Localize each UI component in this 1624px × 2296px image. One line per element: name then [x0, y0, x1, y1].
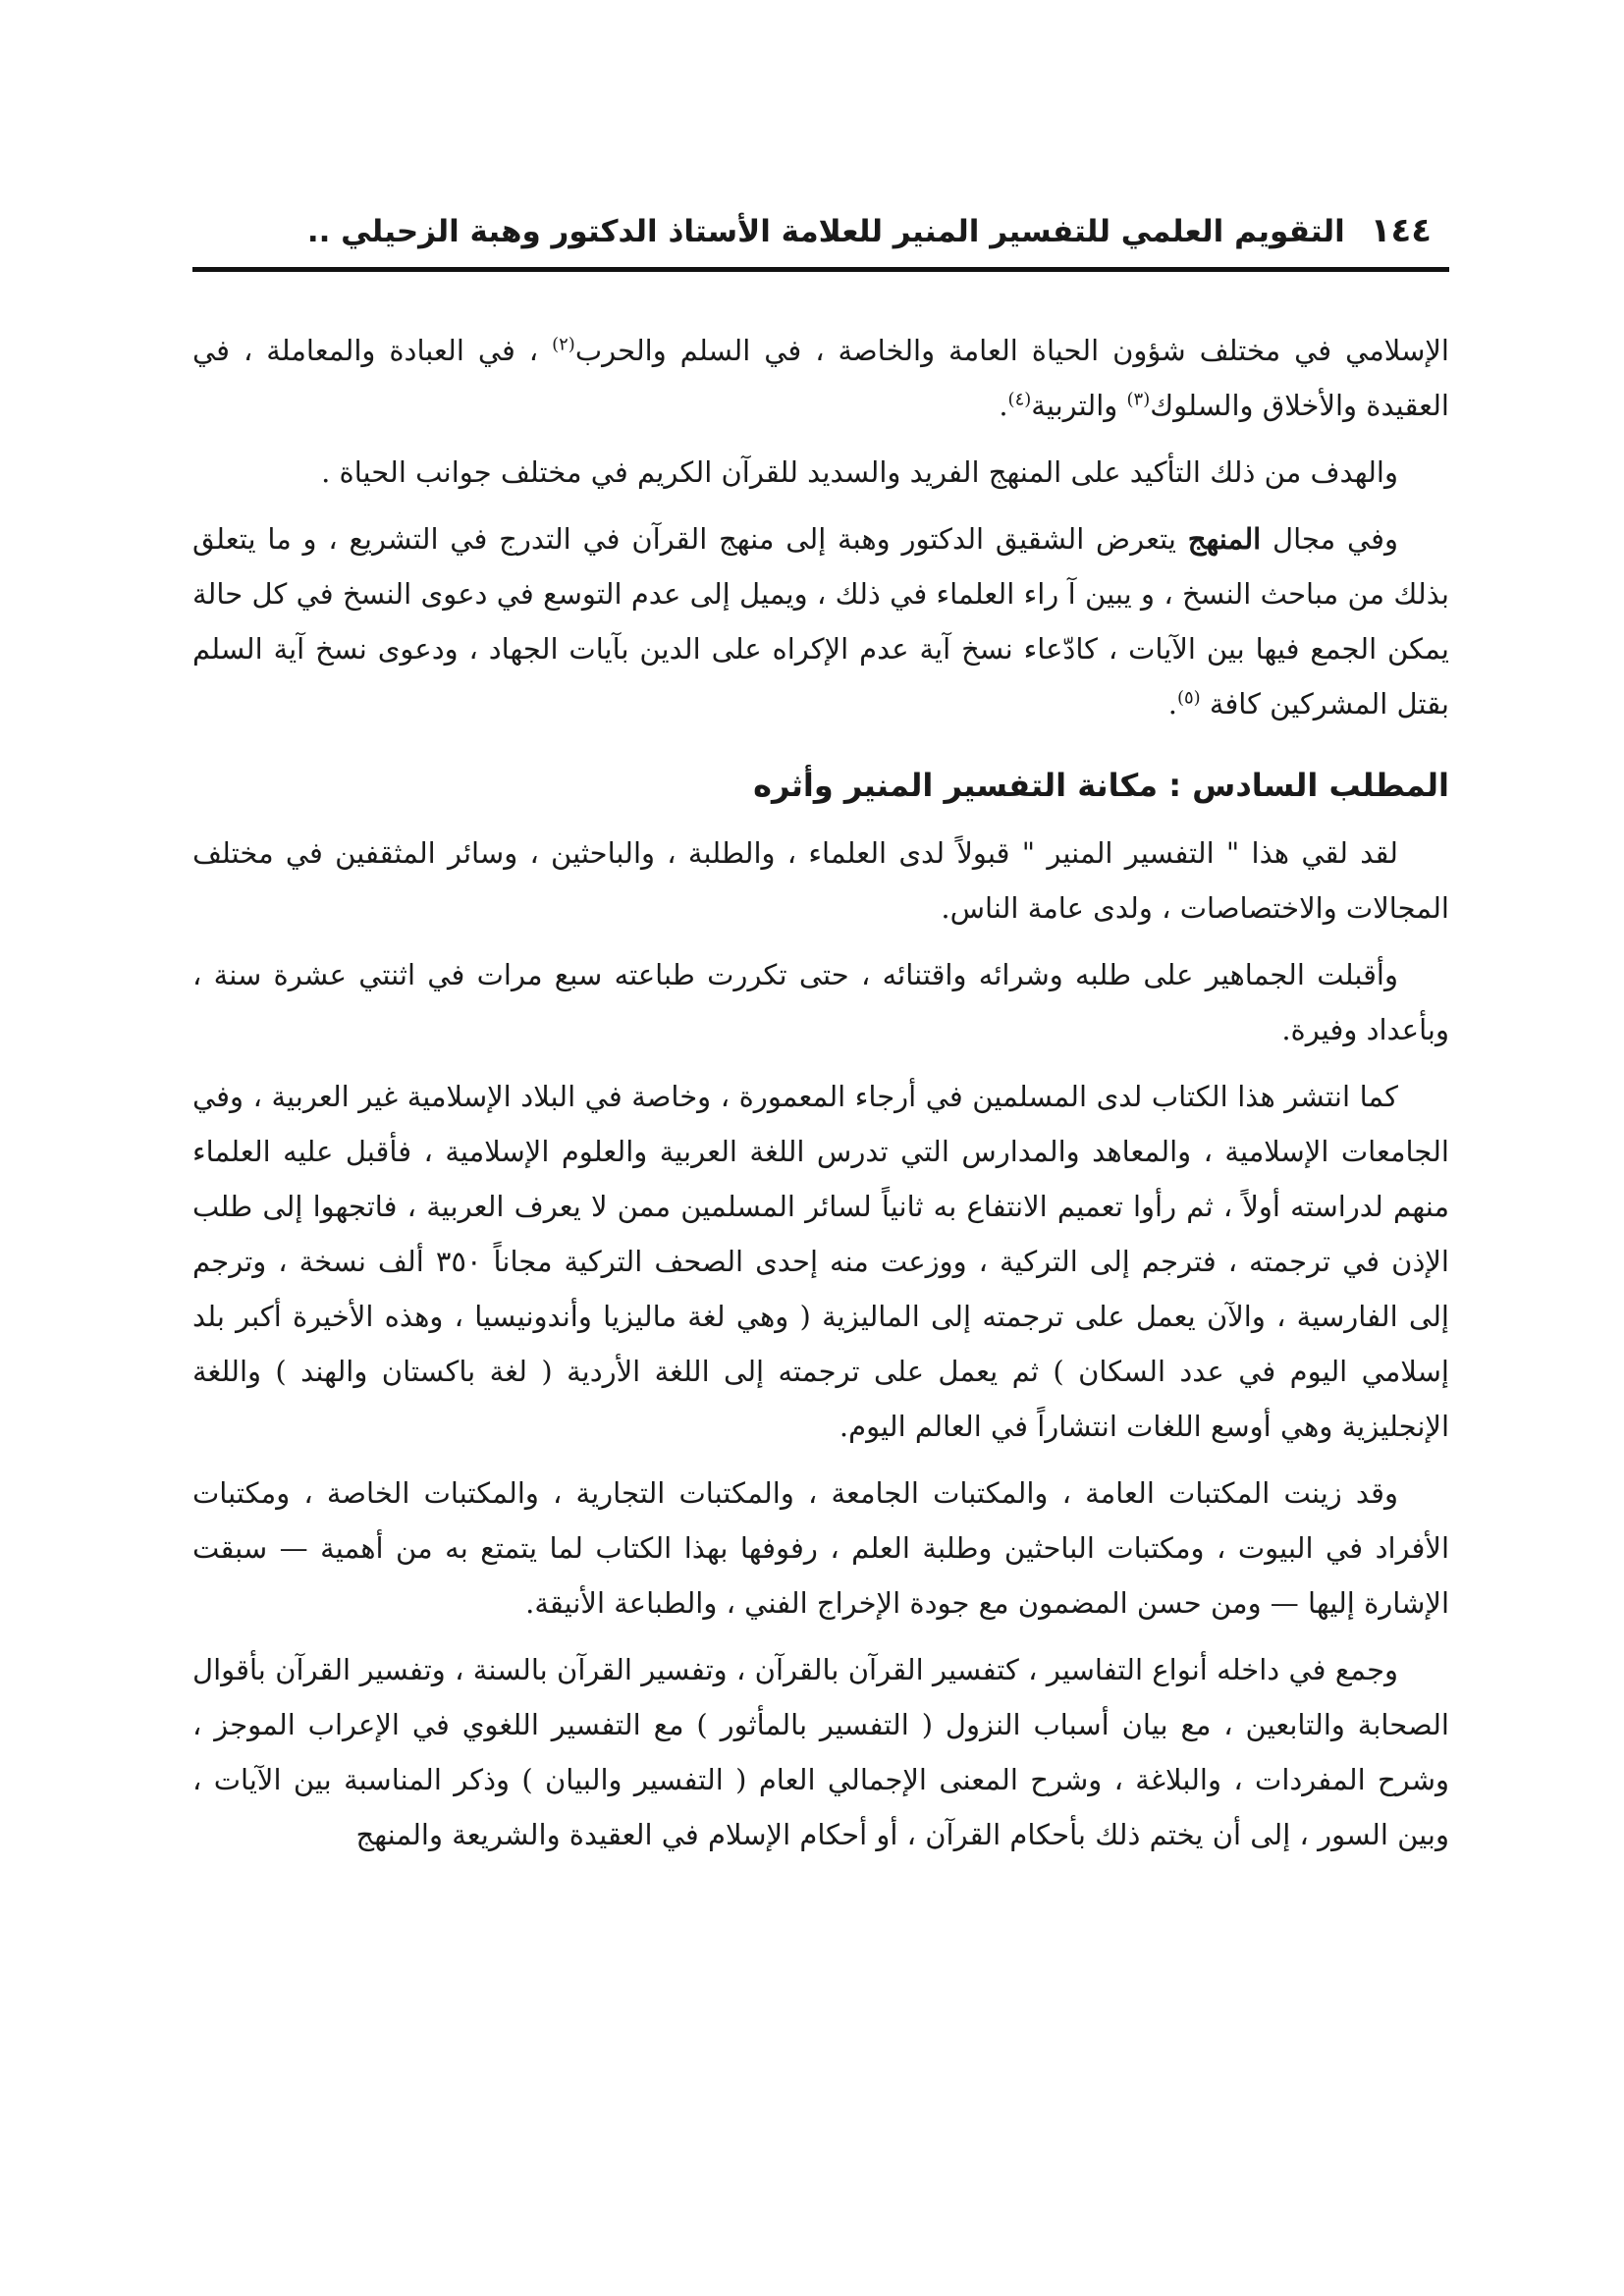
paragraph-text: الإسلامي في مختلف شؤون الحياة العامة والخاصة ، في السلم والحرب	[574, 334, 1449, 367]
paragraph: كما انتشر هذا الكتاب لدى المسلمين في أرجاء المعمورة ، وخاصة في البلاد الإسلامية غير العربية ، وفي الجامعات الإسلامية ، والمعاهد والمدارس التي تدرس اللغة العربية والعلوم الإسلامية ، فأقبل عليه العلماء منهم لدراسته أولاً ، ثم رأوا تعميم الانتفاع به ثانياً لسائر المسلمين ممن لا يعرف العربية ، فاتجهوا إلى طلب الإذن في ترجمته ، فترجم إلى التركية ، ووزعت منه إحدى الصحف التركية مجاناً ٣٥٠ ألف نسخة ، وترجم إلى الفارسية ، والآن يعمل على ترجمته إلى الماليزية ( وهي لغة ماليزيا وأندونيسيا ، وهذه الأخيرة أكبر بلد إسلامي اليوم في عدد السكان ) ثم يعمل على ترجمته إلى اللغة الأردية ( لغة باكستان والهند ) واللغة الإنجليزية وهي أوسع اللغات انتشاراً في العالم اليوم.	[192, 1080, 1449, 1443]
paragraph-text: يتعرض الشقيق الدكتور وهبة إلى منهج القرآن في التدرج في التشريع ، و ما يتعلق بذلك من مباحث النسخ ، و يبين آ راء العلماء في ذلك ، ويميل إلى عدم التوسع في دعوى النسخ في كل حالة يمكن الجمع فيها بين الآيات ، كادّعاء نسخ آية عدم الإكراه على الدين بآيات الجهاد ، ودعوى نسخ آية السلم بقتل المشركين كافة	[192, 522, 1449, 721]
paragraph: وجمع في داخله أنواع التفاسير ، كتفسير القرآن بالقرآن ، وتفسير القرآن بالسنة ، وتفسير القرآن بأقوال الصحابة والتابعين ، مع بيان أسباب النزول ( التفسير بالمأثور ) مع التفسير اللغوي في الإعراب الموجز ، وشرح المفردات ، والبلاغة ، وشرح المعنى الإجمالي العام ( التفسير والبيان ) وذكر المناسبة بين الآيات ، وبين السور ، إلى أن يختم ذلك بأحكام القرآن ، أو أحكام الإسلام في العقيدة والشريعة والمنهج	[192, 1653, 1449, 1851]
paragraph: وأقبلت الجماهير على طلبه وشرائه واقتنائه ، حتى تكررت طباعته سبع مرات في اثنتي عشرة سنة ، وبأعداد وفيرة.	[192, 958, 1449, 1046]
footnote-marker: (٣)	[1126, 389, 1151, 410]
emphasized-term: المنهج	[1187, 522, 1262, 556]
book-page	[192, 211, 1449, 1874]
section-heading: المطلب السادس : مكانة التفسير المنير وأثره	[753, 767, 1449, 804]
paragraph-text: وفي مجال	[1261, 522, 1398, 556]
page-number: ١٤٤	[1370, 211, 1432, 250]
footnote-marker: (٢)	[552, 334, 575, 355]
paragraph	[192, 511, 1449, 731]
paragraph	[192, 323, 1449, 433]
running-title: التقويم العلمي للتفسير المنير للعلامة الأستاذ الدكتور وهبة الزحيلي ..	[306, 214, 1345, 249]
paragraph-text: .	[1167, 687, 1177, 721]
running-header	[192, 211, 1449, 272]
paragraph-text: .	[999, 389, 1008, 422]
paragraph-text: ، في العبادة والمعاملة ، في العقيدة والأخلاق والسلوك	[192, 334, 1449, 422]
footnote-marker: (٥)	[1176, 687, 1201, 709]
paragraph: وقد زينت المكتبات العامة ، والمكتبات الجامعة ، والمكتبات التجارية ، والمكتبات الخاصة ، ومكتبات الأفراد في البيوت ، ومكتبات الباحثين وطلبة العلم ، رفوفها بهذا الكتاب لما يتمتع به من أهمية — سبقت الإشارة إليها — ومن حسن المضمون مع جودة الإخراج الفني ، والطباعة الأنيقة.	[192, 1476, 1449, 1620]
paragraph-text: والتربية	[1031, 389, 1127, 422]
paragraph: لقد لقي هذا " التفسير المنير " قبولاً لدى العلماء ، والطلبة ، والباحثين ، وسائر المثقفين في مختلف المجالات والاختصاصات ، ولدى عامة الناس.	[192, 836, 1449, 925]
footnote-marker: (٤)	[1007, 389, 1032, 410]
body-text	[192, 323, 1449, 1862]
paragraph: والهدف من ذلك التأكيد على المنهج الفريد والسديد للقرآن الكريم في مختلف جوانب الحياة .	[321, 455, 1398, 489]
